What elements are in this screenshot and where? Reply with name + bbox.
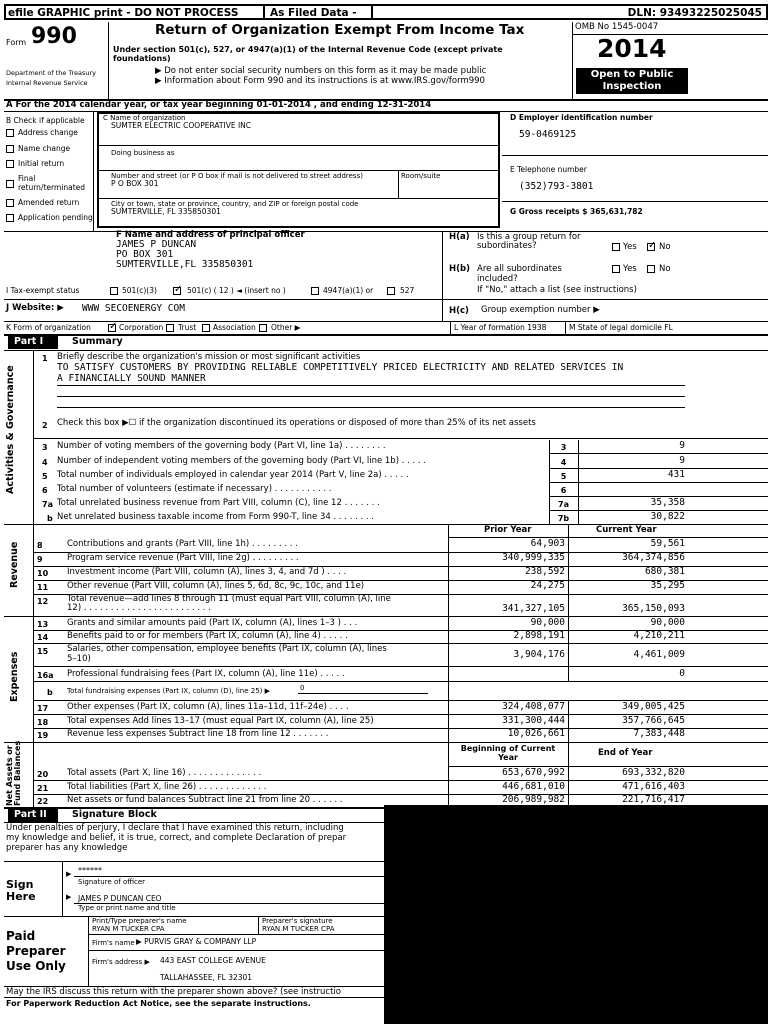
amended-return-checkbox[interactable]	[6, 199, 14, 207]
exp-line-text: Grants and similar amounts paid (Part IX, column (A), lines 1–3 ) . . .	[67, 618, 358, 628]
city-label: City or town, state or province, country, and ZIP or foreign postal code	[111, 200, 359, 208]
other-checkbox[interactable]	[259, 324, 267, 332]
form-word: Form	[6, 38, 27, 47]
ag-line-value: 35,358	[650, 497, 685, 508]
open-public-label: Open to Public	[590, 69, 674, 80]
line16a-text: Professional fundraising fees (Part IX, column (A), line 11e) . . . . .	[67, 669, 345, 679]
line12-current: 365,150,093	[622, 603, 685, 614]
line12-text-2: 12) . . . . . . . . . . . . . . . . . . . . . . . .	[67, 603, 211, 613]
i-opt-3: 4947(a)(1) or	[323, 286, 374, 295]
ha-no-checkbox[interactable]	[647, 240, 657, 251]
rev-line-prior: 340,999,335	[502, 552, 565, 563]
part2-title: Signature Block	[72, 809, 157, 820]
hb-yes-checkbox[interactable]	[612, 265, 620, 273]
line16b-text: Total fundraising expenses (Part IX, column (D), line 25) ▶	[67, 687, 270, 695]
ag-line-box: 7a	[558, 500, 569, 509]
hb-no-label: No	[659, 264, 671, 274]
line12-num: 12	[37, 597, 49, 606]
phone-value[interactable]: (352)793-3801	[519, 181, 594, 192]
ag-line-num: b	[47, 514, 53, 523]
i-opt-2: 501(c) ( 12 ) ◄ (insert no )	[187, 286, 286, 295]
na-line-num: 22	[37, 797, 49, 806]
ha-yes-label: Yes	[623, 242, 637, 252]
initial-return-checkbox[interactable]	[6, 160, 14, 168]
current-year-header: Current Year	[596, 525, 657, 535]
prep-sig-label: Preparer's signature	[262, 917, 333, 925]
address-change-checkbox[interactable]	[6, 129, 14, 137]
org-info-box	[97, 112, 500, 228]
exp-line-prior: 324,408,077	[502, 701, 565, 712]
prep-name-label: Print/Type preparer's name	[92, 917, 187, 925]
rev-line-prior: 24,275	[530, 580, 565, 591]
527-checkbox[interactable]	[387, 287, 395, 295]
hc-text: Group exemption number ▶	[481, 305, 600, 315]
check-name-change: Name change	[18, 144, 71, 153]
ag-line-box: 7b	[557, 514, 570, 523]
line1-text: Briefly describe the organization's mission or most significant activities	[57, 352, 361, 362]
sidebar-activities: Activities & Governance	[5, 365, 16, 494]
exp-line-prior: 2,898,191	[513, 630, 565, 641]
line16b-shaded	[449, 682, 768, 700]
line-a: A For the 2014 calendar year, or tax year beginning 01-01-2014 , and ending 12-31-2014	[6, 100, 432, 110]
department-label: Department of the Treasury	[6, 69, 97, 77]
part2-tag: Part II	[8, 809, 58, 822]
form-title: Return of Organization Exempt From Income Tax	[155, 22, 525, 38]
street-label: Number and street (or P O box if mail is not delivered to street address)	[111, 172, 363, 180]
sidebar-expenses: Expenses	[9, 651, 20, 702]
exp-line-current: 349,005,425	[622, 701, 685, 712]
ag-line-box: 4	[560, 458, 567, 467]
application-pending-checkbox[interactable]	[6, 214, 14, 222]
exp-line-text: Revenue less expenses Subtract line 18 from line 12 . . . . . . .	[67, 729, 329, 739]
perjury-line-1: Under penalties of perjury, I declare that I have examined this return, including	[6, 823, 344, 833]
exp-line-text: Total expenses Add lines 13–17 (must equal Part IX, column (A), line 25)	[67, 716, 374, 726]
line2-num: 2	[42, 421, 48, 430]
officer-address[interactable]: PO BOX 301	[116, 249, 174, 260]
hc-label: H(c)	[449, 306, 469, 316]
exp-line-text: Benefits paid to or for members (Part IX, column (A), line 4) . . . . .	[67, 631, 348, 641]
exp-line-text: Other expenses (Part IX, column (A), lines 11a–11d, 11f–24e) . . . .	[67, 702, 349, 712]
firm-address-1: 443 EAST COLLEGE AVENUE	[160, 956, 266, 965]
hb-yes-label: Yes	[623, 264, 637, 274]
rev-line-text: Program service revenue (Part VIII, line 2g) . . . . . . . . .	[67, 553, 299, 563]
f-label: F Name and address of principal officer	[116, 230, 305, 240]
l-label: L Year of formation 1938	[454, 323, 547, 332]
na-line-eoy: 221,716,417	[622, 794, 685, 805]
check-address-change: Address change	[18, 128, 78, 137]
ha-text-1: Is this a group return for	[477, 232, 581, 242]
sig-officer-label: Signature of officer	[78, 878, 146, 886]
ag-line-text: Total number of volunteers (estimate if necessary) . . . . . . . . . . .	[57, 484, 332, 494]
under-section: Under section 501(c), 527, or 4947(a)(1) of the Internal Revenue Code (except private foundations)	[113, 45, 503, 64]
check-final-return: Final return/terminated	[18, 174, 86, 192]
top-bar	[4, 4, 768, 20]
as-filed-label: As Filed Data -	[270, 7, 357, 19]
firm-name: ▶ PURVIS GRAY & COMPANY LLP	[136, 937, 257, 946]
rev-line-text: Other revenue (Part VIII, column (A), lines 5, 6d, 8c, 9c, 10c, and 11e)	[67, 581, 365, 591]
mission-line-2[interactable]: A FINANCIALLY SOUND MANNER	[57, 373, 206, 384]
sidebar-revenue: Revenue	[9, 541, 20, 588]
sidebar-net-assets: Net Assets or Fund Balances	[5, 740, 22, 806]
ag-line-num: 6	[42, 486, 48, 495]
line1-num: 1	[42, 354, 48, 363]
exp-line-prior: 331,300,444	[502, 715, 565, 726]
checkmark-icon: ✓	[109, 321, 118, 332]
e-label: E Telephone number	[510, 165, 587, 174]
info-note: ▶ Information about Form 990 and its instructions is at www.IRS.gov/form990	[155, 76, 485, 86]
row-divider	[549, 453, 768, 454]
k-opt-other: Other ▶	[271, 323, 301, 332]
use-only-label: Use Only	[6, 959, 66, 973]
officer-title: JAMES P DUNCAN CEO	[78, 894, 162, 903]
dln-label: DLN: 93493225025045	[627, 7, 762, 19]
preparer-label: Preparer	[6, 944, 66, 958]
b-label: B Check if applicable	[6, 116, 85, 125]
check-amended-return: Amended return	[18, 198, 80, 207]
paperwork-notice: For Paperwork Reduction Act Notice, see the separate instructions.	[6, 999, 311, 1008]
check-application-pending: Application pending	[18, 213, 93, 222]
line15-current: 4,461,009	[633, 649, 685, 660]
na-line-num: 20	[37, 770, 49, 779]
rev-line-num: 8	[37, 541, 43, 550]
inspection-label: Inspection	[602, 80, 662, 92]
type-name-label: Type or print name and title	[78, 904, 176, 912]
na-line-text: Total liabilities (Part X, line 26) . . . . . . . . . . . . .	[67, 782, 267, 792]
k-label: K Form of organization	[6, 323, 91, 332]
na-line-boy: 446,681,010	[502, 781, 565, 792]
check-initial-return: Initial return	[18, 159, 65, 168]
ag-line-num: 3	[42, 443, 48, 452]
tax-year: 2014	[597, 34, 667, 63]
firm-address-label: Firm's address ▶	[92, 958, 150, 966]
irs-label: Internal Revenue Service	[6, 79, 88, 87]
k-opt-trust: Trust	[178, 323, 197, 332]
na-line-eoy: 693,332,820	[622, 767, 685, 778]
line15-text-2: 5–10)	[67, 654, 91, 664]
na-line-boy: 653,670,992	[502, 767, 565, 778]
d-label: D Employer identification number	[510, 113, 653, 122]
prep-name: RYAN M TUCKER CPA	[92, 925, 165, 933]
na-line-text: Total assets (Part X, line 16) . . . . . . . . . . . . . .	[67, 768, 262, 778]
ag-line-text: Total unrelated business revenue from Part VIII, column (C), line 12 . . . . . . .	[57, 498, 380, 508]
mission-line-1[interactable]: TO SATISFY CUSTOMERS BY PROVIDING RELIABLE COMPETITIVELY PRICED ELECTRICITY AND RELATED SERVICES IN	[57, 362, 624, 373]
city-value[interactable]: SUMTERVILLE, FL 335850301	[111, 207, 221, 216]
exp-line-num: 19	[37, 731, 49, 740]
ag-line-num: 4	[42, 458, 48, 467]
checkmark-icon: ✓	[174, 284, 183, 295]
ag-line-text: Number of independent voting members of the governing body (Part VI, line 1b) . . . . .	[57, 456, 427, 466]
perjury-line-2: my knowledge and belief, it is true, correct, and complete Declaration of prepar	[6, 833, 347, 843]
line16b-num: b	[47, 688, 53, 697]
ag-line-value: 431	[667, 469, 685, 480]
exp-line-num: 18	[37, 718, 49, 727]
paid-label: Paid	[6, 929, 36, 943]
ssn-note: ▶ Do not enter social security numbers on this form as it may be made public	[155, 66, 487, 76]
line2-text: Check this box ▶☐ if the organization discontinued its operations or disposed of more than 25% of its net assets	[57, 418, 536, 428]
ag-line-value: 9	[679, 440, 685, 451]
firm-name-label: Firm's name	[92, 939, 135, 947]
sign-arrow-icon: ▶	[66, 870, 72, 878]
501c-checkbox[interactable]	[173, 284, 183, 295]
redaction-block	[384, 805, 768, 1024]
na-line-text: Net assets or fund balances Subtract line 21 from line 20 . . . . . .	[67, 795, 343, 805]
i-opt-4: 527	[400, 286, 415, 295]
na-line-eoy: 471,616,403	[622, 781, 685, 792]
trust-checkbox[interactable]	[166, 324, 174, 332]
exp-line-current: 7,383,448	[633, 728, 685, 739]
line12-text-1: Total revenue—add lines 8 through 11 (must equal Part VIII, column (A), line	[67, 594, 391, 604]
ag-line-text: Net unrelated business taxable income from Form 990-T, line 34 . . . . . . . .	[57, 512, 375, 522]
hb-note: If "No," attach a list (see instructions)	[477, 285, 637, 295]
firm-address-2: TALLAHASSEE, FL 32301	[160, 973, 253, 982]
line15-prior: 3,904,176	[513, 649, 565, 660]
officer-name[interactable]: JAMES P DUNCAN	[116, 239, 197, 250]
rev-line-prior: 64,903	[530, 538, 565, 549]
rev-line-current: 59,561	[650, 538, 685, 549]
ha-yes-checkbox[interactable]	[612, 243, 620, 251]
line16a-num: 16a	[37, 671, 54, 680]
omb-number: OMB No 1545-0047	[575, 22, 659, 32]
perjury-line-3: preparer has any knowledge	[6, 843, 128, 853]
row-divider	[549, 482, 768, 483]
checkmark-icon: ✓	[648, 240, 657, 251]
exp-line-prior: 10,026,661	[507, 728, 565, 739]
exp-line-num: 13	[37, 620, 49, 629]
rev-line-current: 364,374,856	[622, 552, 685, 563]
exp-line-current: 90,000	[650, 617, 685, 628]
ag-line-box: 3	[560, 443, 567, 452]
ag-line-num: 7a	[42, 500, 53, 509]
dba-label: Doing business as	[111, 149, 175, 157]
sign-arrow-icon-2: ▶	[66, 893, 72, 901]
g-label: G Gross receipts $ 365,631,782	[510, 207, 643, 216]
form-id	[4, 22, 108, 100]
corporation-checkbox[interactable]	[108, 321, 118, 332]
rev-line-text: Contributions and grants (Part VIII, line 1h) . . . . . . . . .	[67, 539, 298, 549]
k-opt-association: Association	[213, 323, 256, 332]
na-line-boy: 206,989,982	[502, 794, 565, 805]
m-label: M State of legal domicile FL	[569, 323, 673, 332]
ein-value[interactable]: 59-0469125	[519, 129, 577, 140]
ag-line-num: 5	[42, 472, 48, 481]
form-number: 990	[31, 24, 77, 49]
efile-label: efile GRAPHIC print - DO NOT PROCESS	[8, 7, 239, 19]
street-value[interactable]: P O BOX 301	[111, 179, 159, 188]
ag-line-text: Number of voting members of the governing body (Part VI, line 1a) . . . . . . . .	[57, 441, 386, 451]
exp-line-current: 357,766,645	[622, 715, 685, 726]
rev-line-num: 9	[37, 555, 43, 564]
hb-text-2: included?	[477, 274, 518, 284]
line16a-current: 0	[679, 668, 685, 679]
exp-line-num: 14	[37, 633, 49, 642]
website-value[interactable]: WWW SECOENERGY COM	[82, 303, 185, 314]
sign-label: Sign	[6, 878, 34, 891]
ag-line-box: 5	[560, 472, 567, 481]
ha-label: H(a)	[449, 232, 470, 242]
j-label: J Website: ▶	[6, 303, 64, 313]
rev-line-current: 680,381	[644, 566, 685, 577]
line16b-value: 0	[300, 684, 305, 692]
open-public-box	[576, 68, 688, 94]
4947-checkbox[interactable]	[311, 287, 319, 295]
hb-no-checkbox[interactable]	[647, 265, 655, 273]
here-label: Here	[6, 890, 36, 903]
exp-line-prior: 90,000	[530, 617, 565, 628]
association-checkbox[interactable]	[202, 324, 210, 332]
ag-line-text: Total number of individuals employed in calendar year 2014 (Part V, line 2a) . . . . .	[57, 470, 409, 480]
name-change-checkbox[interactable]	[6, 145, 14, 153]
ha-text-2: subordinates?	[477, 241, 537, 251]
row-divider	[549, 468, 768, 469]
hb-text-1: Are all subordinates	[477, 264, 562, 274]
line15-num: 15	[37, 647, 49, 656]
final-return-checkbox[interactable]	[6, 180, 14, 188]
prep-sig: RYAN M TUCKER CPA	[262, 925, 335, 933]
line15-text-1: Salaries, other compensation, employee benefits (Part IX, column (A), lines	[67, 644, 387, 654]
ag-line-value: 9	[679, 455, 685, 466]
signature-stars: ******	[78, 866, 102, 875]
part1-tag: Part I	[8, 336, 58, 349]
discuss-line: May the IRS discuss this return with the preparer shown above? (see instructio	[6, 987, 342, 997]
room-label: Room/suite	[401, 172, 441, 180]
501c3-checkbox[interactable]	[110, 287, 118, 295]
exp-line-current: 4,210,211	[633, 630, 685, 641]
org-name[interactable]: SUMTER ELECTRIC COOPERATIVE INC	[111, 121, 252, 130]
c-label: C Name of organization	[103, 114, 186, 122]
prior-year-header: Prior Year	[484, 525, 532, 535]
rev-line-num: 11	[37, 583, 49, 592]
hb-label: H(b)	[449, 264, 470, 274]
rev-line-current: 35,295	[650, 580, 685, 591]
ha-no-label: No	[659, 242, 671, 252]
na-line-num: 21	[37, 784, 49, 793]
i-label: I Tax-exempt status	[6, 286, 80, 295]
rev-line-num: 10	[37, 569, 49, 578]
ag-line-value: 30,822	[650, 511, 685, 522]
ag-line-box: 6	[560, 486, 567, 495]
i-opt-1: 501(c)(3)	[122, 286, 157, 295]
k-opt-corporation: Corporation	[119, 323, 164, 332]
eoy-header: End of Year	[598, 748, 653, 758]
officer-city[interactable]: SUMTERVILLE,FL 335850301	[116, 259, 254, 270]
rev-line-prior: 238,592	[524, 566, 565, 577]
boy-header: Beginning of Current Year	[460, 744, 556, 763]
exp-line-num: 17	[37, 704, 49, 713]
rev-line-text: Investment income (Part VIII, column (A), lines 3, 4, and 7d ) . . . .	[67, 567, 347, 577]
line12-prior: 341,327,105	[502, 603, 565, 614]
part1-title: Summary	[72, 336, 123, 347]
